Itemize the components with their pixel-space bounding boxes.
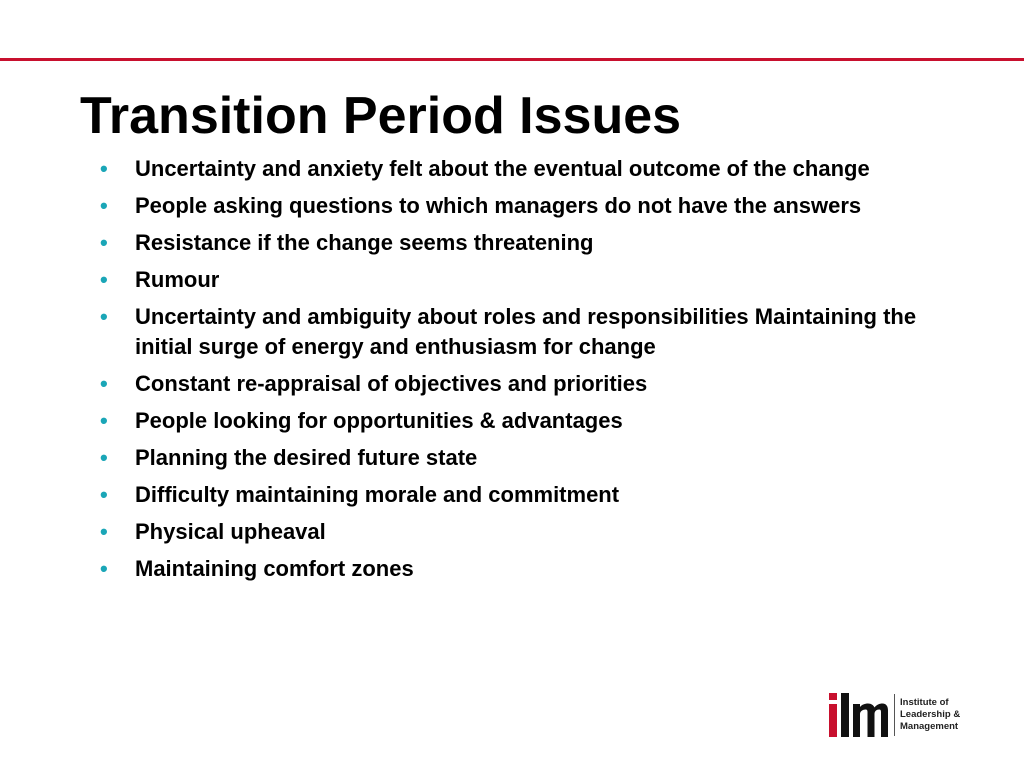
slide-title: Transition Period Issues <box>80 87 682 145</box>
bullet-text: Constant re-appraisal of objectives and priorities <box>135 371 648 396</box>
bullet-icon: • <box>100 482 108 507</box>
bullet-icon: • <box>100 519 108 544</box>
bullet-item <box>100 443 960 473</box>
bullet-icon: • <box>100 230 108 255</box>
bullet-item <box>100 154 960 184</box>
bullet-item <box>100 406 960 436</box>
bullet-text: Resistance if the change seems threatening <box>135 230 594 255</box>
top-rule <box>0 58 1024 61</box>
bullet-icon: • <box>100 371 108 396</box>
bullet-item <box>100 480 960 510</box>
bullet-text: Difficulty maintaining morale and commitment <box>135 482 620 507</box>
bullet-text: Uncertainty and ambiguity about roles and responsibilities Maintaining the initial surge of energy and enthusiasm for change <box>135 304 917 359</box>
bullet-icon: • <box>100 445 108 470</box>
bullet-icon: • <box>100 156 108 181</box>
bullet-list <box>100 154 960 591</box>
logo-line-3: Management <box>900 721 959 732</box>
bullet-item <box>100 554 960 584</box>
bullet-text: Uncertainty and anxiety felt about the eventual outcome of the change <box>135 156 870 181</box>
bullet-text: People asking questions to which managers do not have the answers <box>135 193 862 218</box>
bullet-text: Planning the desired future state <box>135 445 478 470</box>
bullet-icon: • <box>100 193 108 218</box>
bullet-icon: • <box>100 556 108 581</box>
ilm-logo-mark-icon <box>828 693 888 737</box>
logo-line-2: Leadership & <box>900 709 961 720</box>
bullet-icon: • <box>100 304 108 329</box>
bullet-text: People looking for opportunities & advantages <box>135 408 623 433</box>
bullet-item <box>100 302 960 362</box>
bullet-text: Physical upheaval <box>135 519 326 544</box>
logo-text <box>900 697 960 733</box>
bullet-item <box>100 369 960 399</box>
bullet-item <box>100 517 960 547</box>
bullet-item <box>100 265 960 295</box>
logo-divider <box>894 694 895 736</box>
ilm-logo <box>828 693 960 737</box>
bullet-item <box>100 191 960 221</box>
bullet-item <box>100 228 960 258</box>
bullet-icon: • <box>100 408 108 433</box>
bullet-icon: • <box>100 267 108 292</box>
logo-line-1: Institute of <box>900 697 949 708</box>
bullet-text: Maintaining comfort zones <box>135 556 414 581</box>
bullet-text: Rumour <box>135 267 220 292</box>
